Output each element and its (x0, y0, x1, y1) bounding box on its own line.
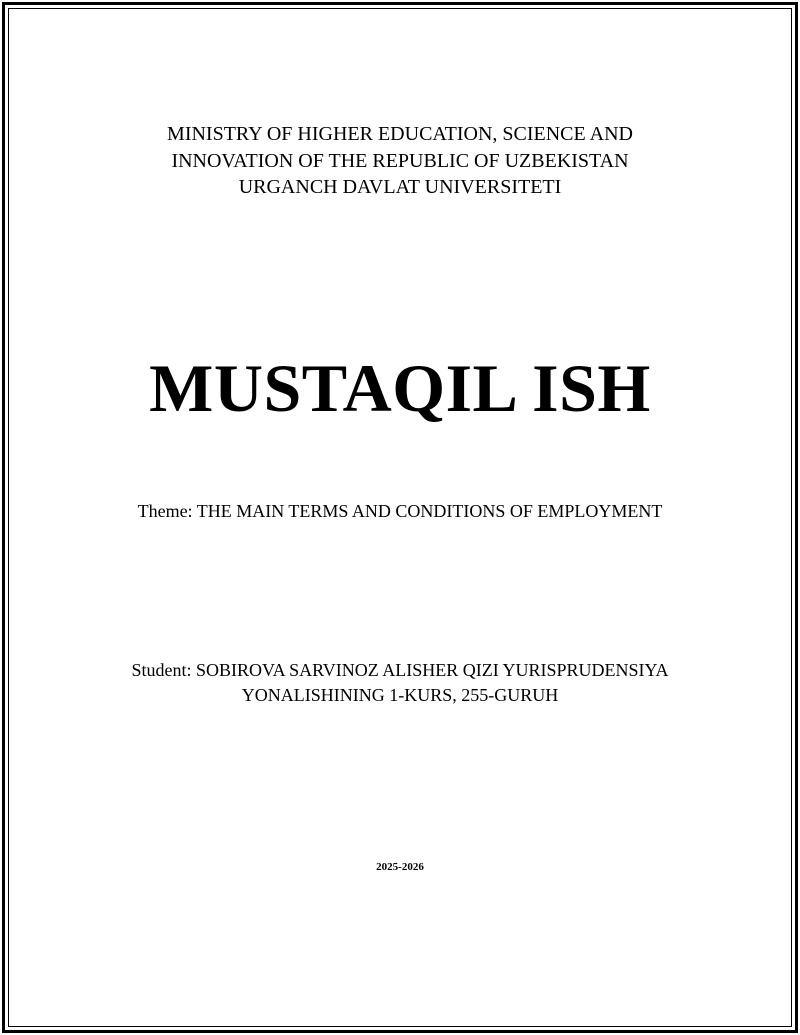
header-line-university: URGANCH DAVLAT UNIVERSITETI (238, 176, 562, 198)
header-line-republic: INNOVATION OF THE REPUBLIC OF UZBEKISTAN (171, 149, 629, 172)
institution-header (0, 121, 800, 201)
student-line-name: Student: SOBIROVA SARVINOZ ALISHER QIZI YURISPRUDENSIYA (131, 660, 669, 680)
header-line-ministry: MINISTRY OF HIGHER EDUCATION, SCIENCE AND (167, 123, 633, 145)
academic-years: 2025-2026 (376, 861, 424, 873)
document-title: MUSTAQIL ISH (149, 350, 651, 426)
theme-line: Theme: THE MAIN TERMS AND CONDITIONS OF EMPLOYMENT (137, 501, 663, 521)
student-info (0, 658, 800, 707)
student-line-group: YONALISHINING 1-KURS, 255-GURUH (241, 684, 559, 705)
